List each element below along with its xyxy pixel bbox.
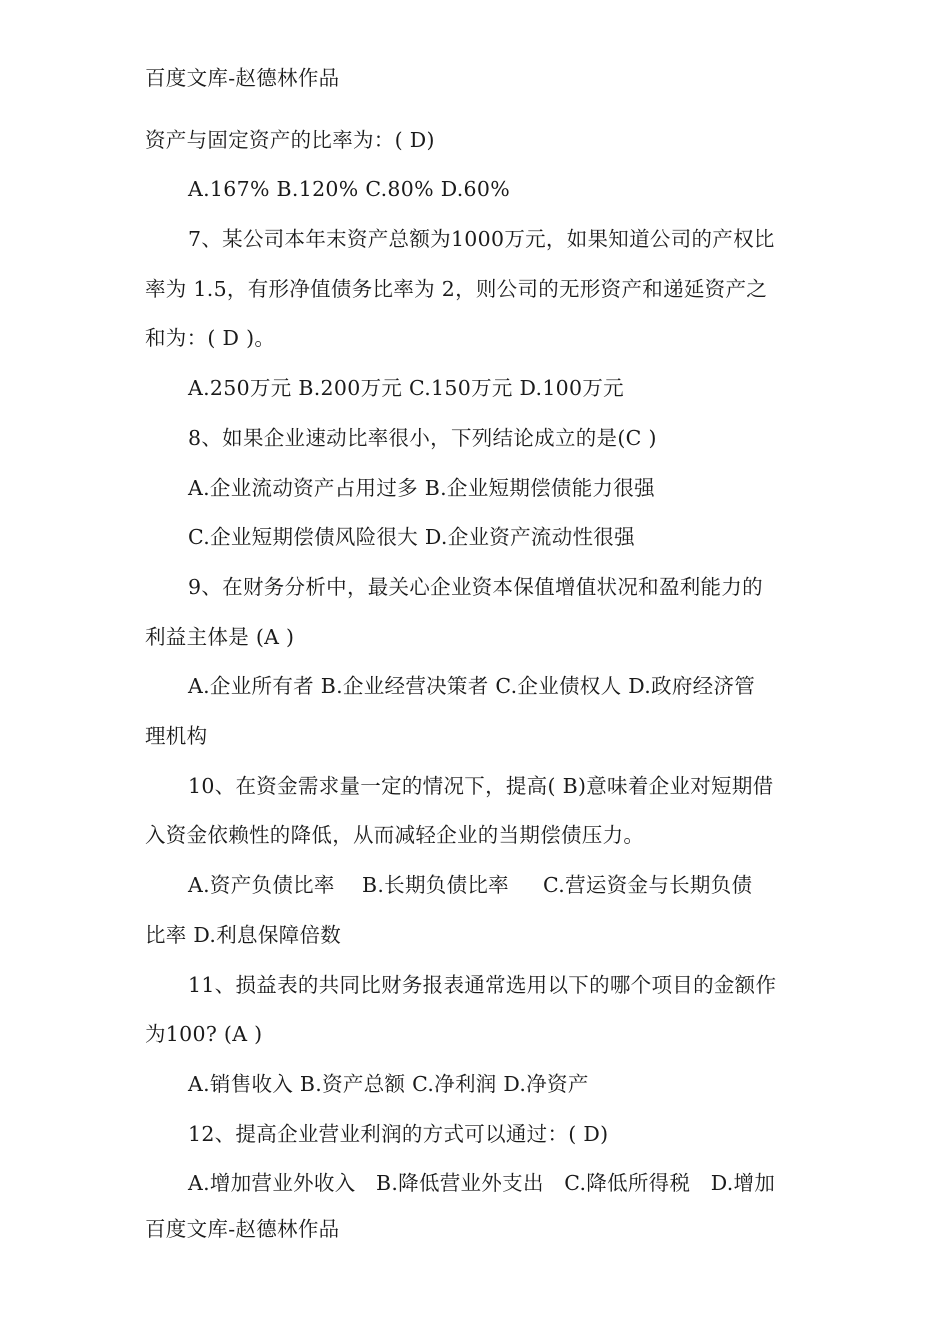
question-11-options: A.销售收入 B.资产总额 C.净利润 D.净资产 bbox=[188, 1072, 589, 1096]
question-9-stem: 利益主体是 (A ) bbox=[145, 625, 295, 649]
question-7-stem: 和为：( D )。 bbox=[145, 326, 276, 350]
question-12-stem: 12、提高企业营业利润的方式可以通过：( D) bbox=[188, 1122, 609, 1146]
question-10-options: A.资产负债比率 B.长期负债比率 C.营运资金与长期负债 bbox=[188, 873, 753, 897]
question-9-options: A.企业所有者 B.企业经营决策者 C.企业债权人 D.政府经济管 bbox=[188, 674, 756, 698]
question-6-options: A.167% B.120% C.80% D.60% bbox=[188, 177, 510, 201]
question-8-options: C.企业短期偿债风险很大 D.企业资产流动性很强 bbox=[188, 525, 635, 549]
question-12-options: A.增加营业外收入 B.降低营业外支出 C.降低所得税 D.增加 bbox=[188, 1171, 776, 1195]
page-footer: 百度文库-赵德林作品 bbox=[145, 1217, 340, 1241]
question-10-options: 比率 D.利息保障倍数 bbox=[145, 923, 342, 947]
question-6-stem-end: 资产与固定资产的比率为：( D) bbox=[145, 128, 435, 152]
page-header: 百度文库-赵德林作品 bbox=[145, 66, 340, 90]
question-7-stem: 率为 1.5，有形净值债务比率为 2，则公司的无形资产和递延资产之 bbox=[145, 277, 768, 301]
question-10-stem: 10、在资金需求量一定的情况下，提高( B)意味着企业对短期借 bbox=[188, 774, 774, 798]
question-7-options: A.250万元 B.200万元 C.150万元 D.100万元 bbox=[188, 376, 624, 400]
question-8-options: A.企业流动资产占用过多 B.企业短期偿债能力很强 bbox=[188, 476, 655, 500]
question-11-stem: 11、损益表的共同比财务报表通常选用以下的哪个项目的金额作 bbox=[188, 973, 777, 997]
question-9-stem: 9、在财务分析中，最关心企业资本保值增值状况和盈利能力的 bbox=[188, 575, 763, 599]
question-7-stem: 7、某公司本年末资产总额为1000万元，如果知道公司的产权比 bbox=[188, 227, 775, 251]
question-10-stem: 入资金依赖性的降低，从而减轻企业的当期偿债压力。 bbox=[145, 823, 645, 847]
question-8-stem: 8、如果企业速动比率很小，下列结论成立的是(C ) bbox=[188, 426, 657, 450]
question-9-options: 理机构 bbox=[145, 724, 208, 748]
question-11-stem: 为100? (A ) bbox=[145, 1022, 263, 1046]
